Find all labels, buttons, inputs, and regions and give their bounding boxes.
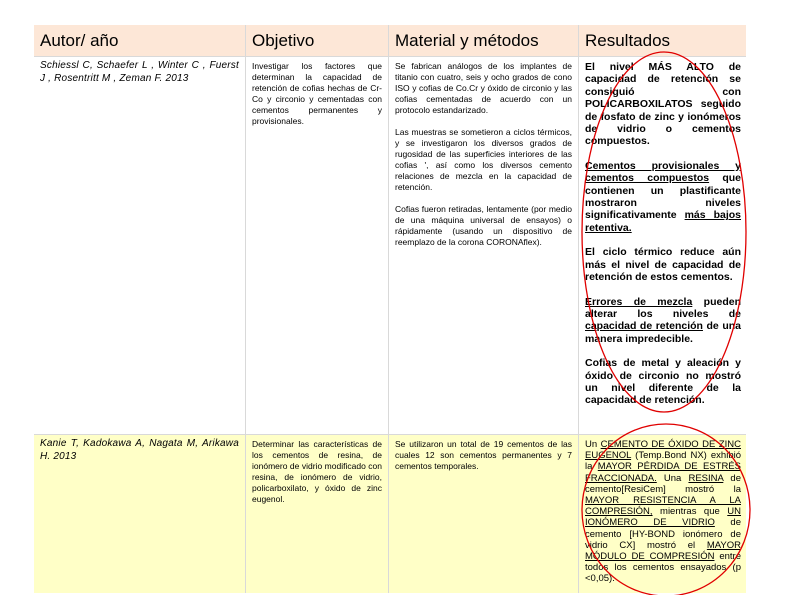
objective-cell: Determinar las características de los cementos de resina, de ionómero de vidrio modificado con resina, de ionómero de vidrio, policarboxilato, y óxido de zinc eugenol. — [246, 435, 389, 593]
methods-paragraph: Las muestras se sometieron a ciclos térmicos, y se investigaron los diversos grados de rugosidad de las superficies interiores de las cofias ', así como los diversos cemento relaciones de mezcla en la capacidad de retención. — [395, 127, 572, 192]
author-cell: Kanie T, Kadokawa A, Nagata M, Arikawa H. 2013 — [34, 435, 246, 593]
result-paragraph: El nivel MÁS ALTO de capacidad de retención se consiguió con POLICARBOXILATOS seguido de fosfato de zinc y ionómeros de vidrio o cementos compuestos. — [585, 61, 741, 148]
result-paragraph: Cementos provisionales y cementos compuestos que contienen un plastificante mostraron niveles significativamente más bajos retentiva. — [585, 159, 742, 234]
literature-table — [34, 25, 746, 593]
author-cell: Schiessl C, Schaefer L , Winter C , Fuerst J , Rosentritt M , Zeman F. 2013 — [34, 57, 246, 434]
methods-paragraph: Se fabrican análogos de los implantes de titanio con cuatro, seis y ocho grados de cono ISO y cofias de Co.Cr y óxido de circonio y las cofias cementadas de acuerdo con un protocolo estandarizado. — [395, 61, 572, 115]
header-objective: Objetivo — [246, 25, 389, 56]
table-header-row — [34, 25, 746, 57]
result-paragraph: Cofias de metal y aleación y óxido de circonio no mostró un nivel diferente de la capacidad de retención. — [585, 357, 741, 407]
objective-cell: Investigar los factores que determinan la capacidad de retención de cofias hechas de Cr-Co y circonio y cementadas con cementos permanentes y provisionales. — [246, 57, 389, 434]
methods-cell: Se utilizaron un total de 19 cementos de las cuales 12 son cementos permanentes y 7 cementos temporales. — [389, 435, 579, 593]
header-author: Autor/ año — [34, 25, 246, 56]
table-row — [34, 57, 746, 435]
result-paragraph: Errores de mezcla pueden alterar los niveles de capacidad de retención de una manera impredecible. — [585, 295, 741, 345]
results-cell — [579, 57, 746, 434]
header-materials: Material y métodos — [389, 25, 579, 56]
methods-cell — [389, 57, 579, 434]
result-paragraph: El ciclo térmico reduce aún más el nivel de capacidad de retención de estos cementos. — [585, 246, 741, 284]
header-results: Resultados — [585, 31, 671, 50]
methods-paragraph: Cofias fueron retiradas, lentamente (por medio de una máquina universal de ensayos) o rápidamente (usando un dispositivo de reemplazo de la corona CORONAflex). — [395, 204, 572, 247]
results-cell: Un CEMENTO DE ÓXIDO DE ZINC EUGENOL (Temp.Bond NX) exhibió la MAYOR PÉRDIDA DE ESTRÉS FRACCIONADA. Una RESINA de cemento[ResiCem] mostró la MAYOR RESISTENCIA A LA COMPRESIÓN, mientras que UN IONÓMERO DE VIDRIO de cemento [HY-BOND ionómero de vidrio CX] mostró el MAYOR MÓDULO DE COMPRESIÓN entre todos los cementos ensayados (p <0,05). — [585, 439, 741, 585]
table-row — [34, 435, 746, 593]
